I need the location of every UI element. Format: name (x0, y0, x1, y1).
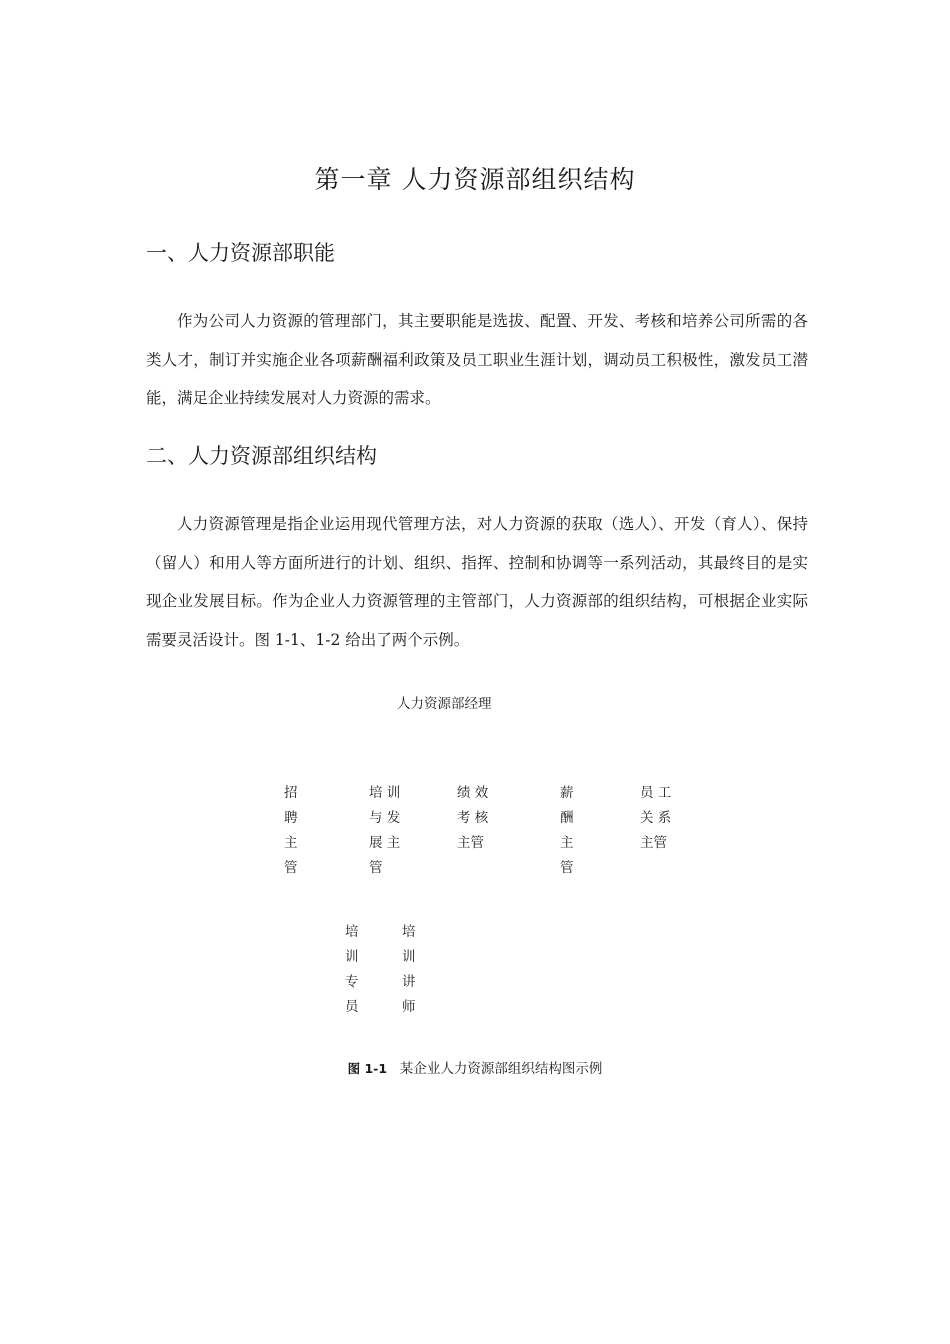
org-node-line: 考 核 (457, 810, 489, 826)
org-manager-training (369, 781, 409, 881)
section-heading-2: 二、人力资源部组织结构 (146, 444, 377, 468)
section-heading-1: 一、人力资源部职能 (146, 241, 335, 265)
org-node-line: 主 (560, 835, 574, 851)
org-manager-compensation (560, 781, 600, 881)
org-node-line: 专 (345, 974, 359, 990)
org-manager-employee-relations (640, 781, 680, 856)
org-node-line: 培 (402, 924, 416, 940)
org-node-line: 讲 (402, 974, 416, 990)
org-node-line: 主 (284, 835, 298, 851)
figure-caption-text: 某企业人力资源部组织结构图示例 (399, 1061, 603, 1077)
org-staff-training-lecturer (402, 920, 442, 1020)
org-node-line: 培 (345, 924, 359, 940)
figure-caption (0, 1057, 950, 1077)
org-node-line: 绩 效 (457, 785, 489, 801)
org-node-line: 展 主 (369, 835, 401, 851)
org-node-line: 酬 (560, 810, 574, 826)
org-node-line: 培 训 (369, 785, 401, 801)
org-node-line: 主管 (457, 835, 484, 851)
org-node-line: 薪 (560, 785, 574, 801)
org-node-line: 管 (560, 860, 574, 876)
org-node-line: 聘 (284, 810, 298, 826)
org-node-line: 与 发 (369, 810, 401, 826)
org-root-manager: 人力资源部经理 (397, 696, 492, 712)
org-manager-recruitment (284, 781, 324, 881)
org-node-line: 管 (369, 860, 383, 876)
chapter-title: 第一章 人力资源部组织结构 (314, 165, 636, 194)
org-staff-training-specialist (345, 920, 385, 1020)
section-paragraph-1: 作为公司人力资源的管理部门，其主要职能是选拔、配置、开发、考核和培养公司所需的各类人才，制订并实施企业各项薪酬福利政策及员工职业生涯计划，调动员工积极性，激发员工潜能，满足企业持续发展对人力资源的需求。 (146, 312, 808, 407)
org-node-line: 训 (345, 949, 359, 965)
section-paragraph-2: 人力资源管理是指企业运用现代管理方法，对人力资源的获取（选人）、开发（育人）、保持（留人）和用人等方面所进行的计划、组织、指挥、控制和协调等一系列活动，其最终目的是实现企业发展目标。作为企业人力资源管理的主管部门，人力资源部的组织结构，可根据企业实际需要灵活设计。图 1-1、1-2 给出了两个示例。 (146, 515, 808, 649)
org-node-line: 训 (402, 949, 416, 965)
figure-number: 图 1-1 (347, 1061, 388, 1076)
org-node-line: 师 (402, 999, 416, 1015)
org-node-line: 管 (284, 860, 298, 876)
org-node-line: 关 系 (640, 810, 672, 826)
org-manager-performance (457, 781, 497, 856)
org-node-line: 招 (284, 785, 298, 801)
org-node-line: 员 工 (640, 785, 672, 801)
org-node-line: 员 (345, 999, 359, 1015)
org-node-line: 主管 (640, 835, 667, 851)
